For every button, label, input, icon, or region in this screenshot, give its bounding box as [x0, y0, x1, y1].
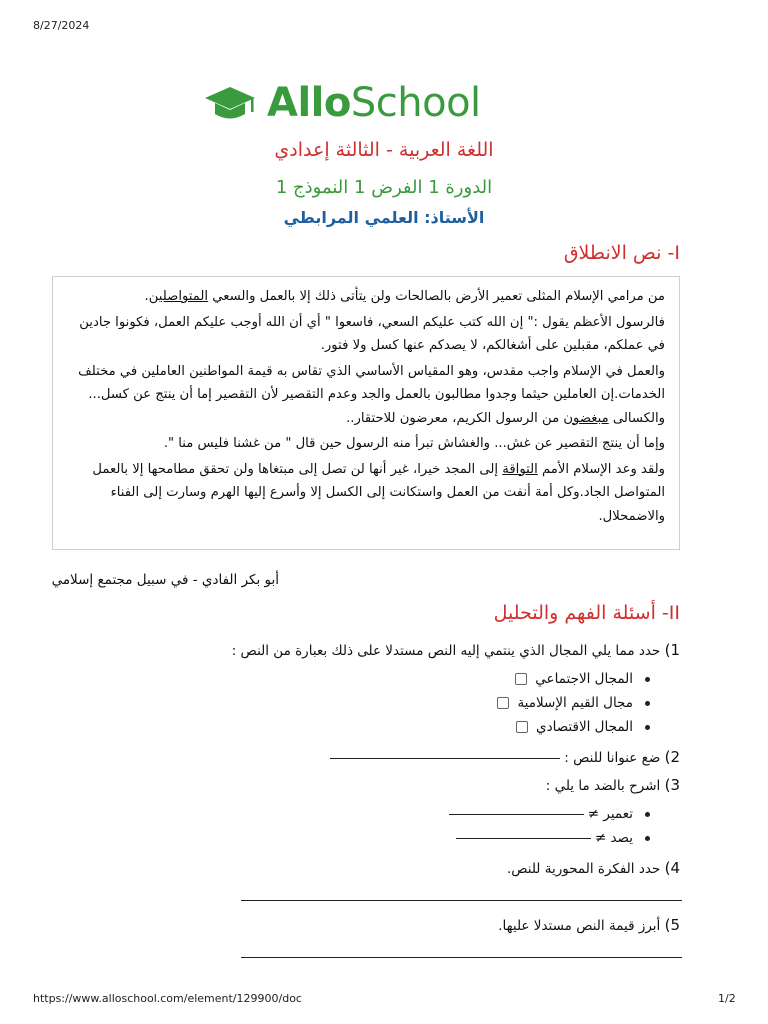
option-economic[interactable]: المجال الاقتصادي [516, 719, 650, 735]
antonym-item: تعمير ≠ [449, 806, 651, 822]
graduation-cap-icon [203, 83, 257, 123]
option-social[interactable]: المجال الاجتماعي [515, 671, 650, 687]
bullet-icon [645, 812, 650, 817]
bullet-icon [645, 677, 650, 682]
print-date: 8/27/2024 [33, 19, 90, 32]
bullet-icon [645, 725, 650, 730]
bullet-icon [645, 836, 650, 841]
passage-paragraph: فالرسول الأعظم يقول :" إن الله كتب عليكم السعي، فاسعوا " أي أن الله أوجب عليكم العمل، فكونوا جادين في عملكم، مقبلين على أشغالكم، لا يصدكم عنها كسل ولا فتور. [79, 314, 665, 353]
print-page-number: 1/2 [718, 992, 736, 1005]
section2-heading: II- أسئلة الفهم والتحليل [493, 602, 680, 624]
logo-text: AlloSchool [267, 80, 481, 126]
question-5: 5) أبرز قيمة النص مستدلا عليها. [498, 916, 680, 934]
checkbox-icon[interactable] [497, 697, 509, 709]
passage-source: أبو بكر الفادي - في سبيل مجتمع إسلامي [51, 572, 279, 588]
teacher-name: الأستاذ: العلمي المرابطي [283, 208, 485, 227]
passage-paragraph: وإما أن ينتج التقصير عن غش... والغشاش تبرأ منه الرسول حين قال " من غشنا فليس منا ". [163, 436, 665, 451]
question-1: 1) حدد مما يلي المجال الذي ينتمي إليه النص مستدلا على ذلك بعبارة من النص : [231, 641, 680, 659]
bullet-icon [645, 701, 650, 706]
print-url: https://www.alloschool.com/element/129900/doc [33, 992, 302, 1005]
passage-paragraph: ولقد وعد الإسلام الأمم التواقة إلى المجد خيرا، غير أنها لن تصل إلى مبتغاها ولن تحقق مطامحها إلا بالعمل المتواصل الجاد.وكل أمة أنفت من العمل واستكانت إلى الكسل إلا وأسرع إليها الهرم وسارت إلى الفناء والاضمحلال. [92, 461, 665, 524]
option-islamic-values[interactable]: مجال القيم الإسلامية [497, 695, 650, 711]
answer-line[interactable] [241, 900, 682, 901]
checkbox-icon[interactable] [515, 673, 527, 685]
alloschool-logo [203, 78, 481, 128]
question-4: 4) حدد الفكرة المحورية للنص. [506, 859, 680, 877]
passage-box [52, 276, 680, 550]
exam-title: الدورة 1 الفرض 1 النموذج 1 [275, 177, 493, 198]
answer-line[interactable] [456, 837, 591, 839]
antonym-item: يصد ≠ [456, 830, 650, 846]
passage-paragraph: من مرامي الإسلام المثلى تعمير الأرض بالصالحات ولن يتأتى ذلك إلا بالعمل والسعي المتواصلين. [144, 289, 665, 304]
answer-line[interactable] [241, 957, 682, 958]
answer-line[interactable] [449, 813, 584, 815]
question-2: 2) ضع عنوانا للنص : [330, 748, 680, 766]
subject-title: اللغة العربية - الثالثة إعدادي [274, 139, 494, 161]
passage-paragraph: والعمل في الإسلام واجب مقدس، وهو المقياس الأساسي الذي تقاس به قيمة المواطنين العاملين في مختلف الخدمات.إن العاملين حيثما وجدوا مطالبون بالعمل والجد وعدم التقصير لأن التقصير إما أن ينتج عن كسل... والكسالى مبغضون من الرسول الكريم، معرضون للاحتقار.. [78, 363, 665, 426]
question-3: 3) اشرح بالضد ما يلي : [545, 776, 680, 794]
answer-line[interactable] [330, 757, 560, 759]
section1-heading: I- نص الانطلاق [563, 242, 680, 264]
checkbox-icon[interactable] [516, 721, 528, 733]
